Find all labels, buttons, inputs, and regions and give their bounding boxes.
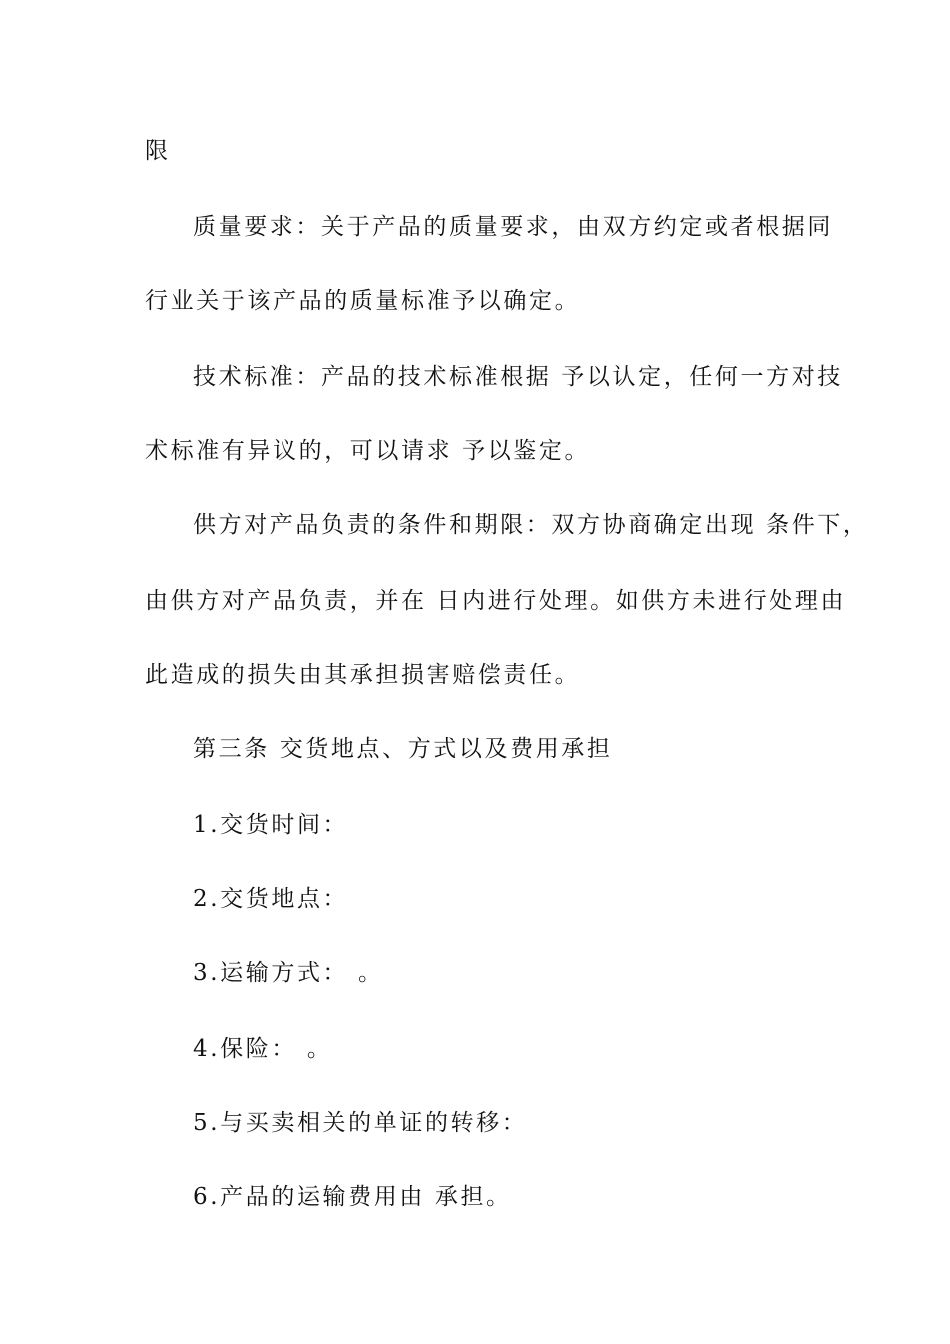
list-item: 4.保险： 。: [193, 1036, 333, 1062]
paragraph-line: 由供方对产品负责，并在 日内进行处理。如供方未进行处理由: [145, 588, 847, 614]
paragraph-line: 质量要求：关于产品的质量要求，由双方约定或者根据同: [193, 214, 833, 240]
paragraph-line: 供方对产品负责的条件和期限：双方协商确定出现 条件下，: [193, 512, 869, 538]
list-item: 5.与买卖相关的单证的转移：: [193, 1110, 528, 1136]
paragraph-line: 技术标准：产品的技术标准根据 予以认定，任何一方对技: [193, 364, 843, 390]
list-item: 3.运输方式： 。: [193, 960, 384, 986]
paragraph-line: 术标准有异议的，可以请求 予以鉴定。: [145, 438, 591, 464]
list-item: 1.交货时间：: [193, 812, 349, 838]
paragraph-line: 行业关于该产品的质量标准予以确定。: [145, 288, 581, 314]
paragraph-line: 限: [145, 138, 171, 164]
paragraph-line: 此造成的损失由其承担损害赔偿责任。: [145, 662, 581, 688]
section-heading: 第三条 交货地点、方式以及费用承担: [193, 736, 613, 762]
list-item: 2.交货地点：: [193, 886, 349, 912]
list-item: 6.产品的运输费用由 承担。: [193, 1184, 512, 1210]
